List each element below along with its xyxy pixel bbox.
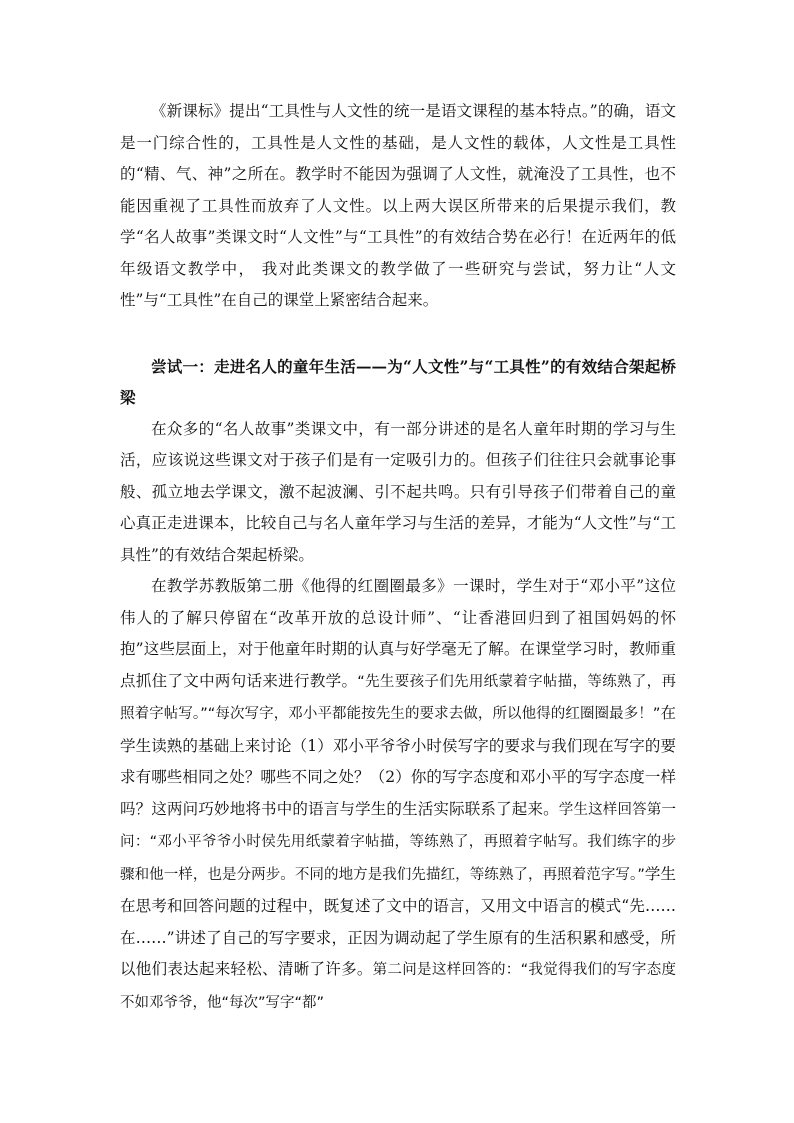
- student-answer-quote: 学生这样回答第一问：“邓小平爷爷小时侯先用纸蒙着字帖描，等练熟了，再照着字帖写。我们练字的步骤和他一样，也是分两步。不同的地方是我们先描红，等练熟了，再照着范字写。”: [120, 801, 676, 883]
- section-paragraph-1: 在众多的“名人故事”类课文中，有一部分讲述的是名人童年时期的学习与生活，应该说这些课文对于孩子们是有一定吸引力的。但孩子们往往只会就事论事般、孤立地去学课文，激不起波澜、引不起共鸣。只有引导孩子们带着自己的童心真正走进课本，比较自己与名人童年学习与生活的差异，才能为“人文性”与“工具性”的有效结合架起桥梁。: [120, 419, 676, 564]
- section-paragraph-2: [120, 571, 676, 1019]
- second-answer-quote: 第二问是这样回答的：“我觉得我们的写字态度不如邓爷爷，他“每次”写字“都”: [120, 962, 676, 1011]
- section-heading: 尝试一：走进名人的童年生活——为“人文性”与“工具性”的有效结合架起桥梁: [120, 356, 676, 407]
- paragraph-text: 在教学苏教版第二册《他得的红圈圈最多》一课时，学生对于“邓小平”这位伟人的了解只停留在“改革开放的总设计师”、“让香港回归到了祖国妈妈的怀抱”这些层面上，对于他童年时期的认真与好学毫无了解。在课堂学习时，教师重点抓住了文中两句话来进行教学。: [120, 577, 676, 690]
- document-body: [120, 96, 676, 1019]
- paragraph-text: 在学生读熟的基础上来讨论（1）邓小平爷爷小时侯写字的要求与我们现在写字的要求有哪些相同之处？哪些不同之处？（2）你的写字态度和邓小平的写字态度一样吗？这两问巧妙地将书中的语言与学生的生活实际联系了起来。: [120, 704, 676, 818]
- paragraph-text: 学生在思考和回答问题的过程中，既复述了文中的语言，又用文中语言的模式“先……在……”讲述了自己的写字要求，正因为调动起了学生原有的生活积累和感受，所以他们表达起来轻松、清晰了许多。: [120, 864, 676, 978]
- intro-paragraph: 《新课标》提出“工具性与人文性的统一是语文课程的基本特点。”的确，语文是一门综合性的，工具性是人文性的基础，是人文性的载体，人文性是工具性的“精、气、神”之所在。教学时不能因为强调了人文性，就淹没了工具性，也不能因重视了工具性而放弃了人文性。以上两大误区所带来的后果提示我们，教学“名人故事”类课文时“人文性”与“工具性”的有效结合势在必行！在近两年的低年级语文教学中， 我对此类课文的教学做了一些研究与尝试，努力让“人文性”与“工具性”在自己的课堂上紧密结合起来。: [120, 102, 676, 309]
- quoted-sentences: “先生要孩子们先用纸蒙着字帖描，等练熟了，再照着字帖写。”“每次写字，邓小平都能按先生的要求去做，所以他得的红圈圈最多！”: [120, 673, 676, 722]
- paragraph-gap: [120, 317, 676, 351]
